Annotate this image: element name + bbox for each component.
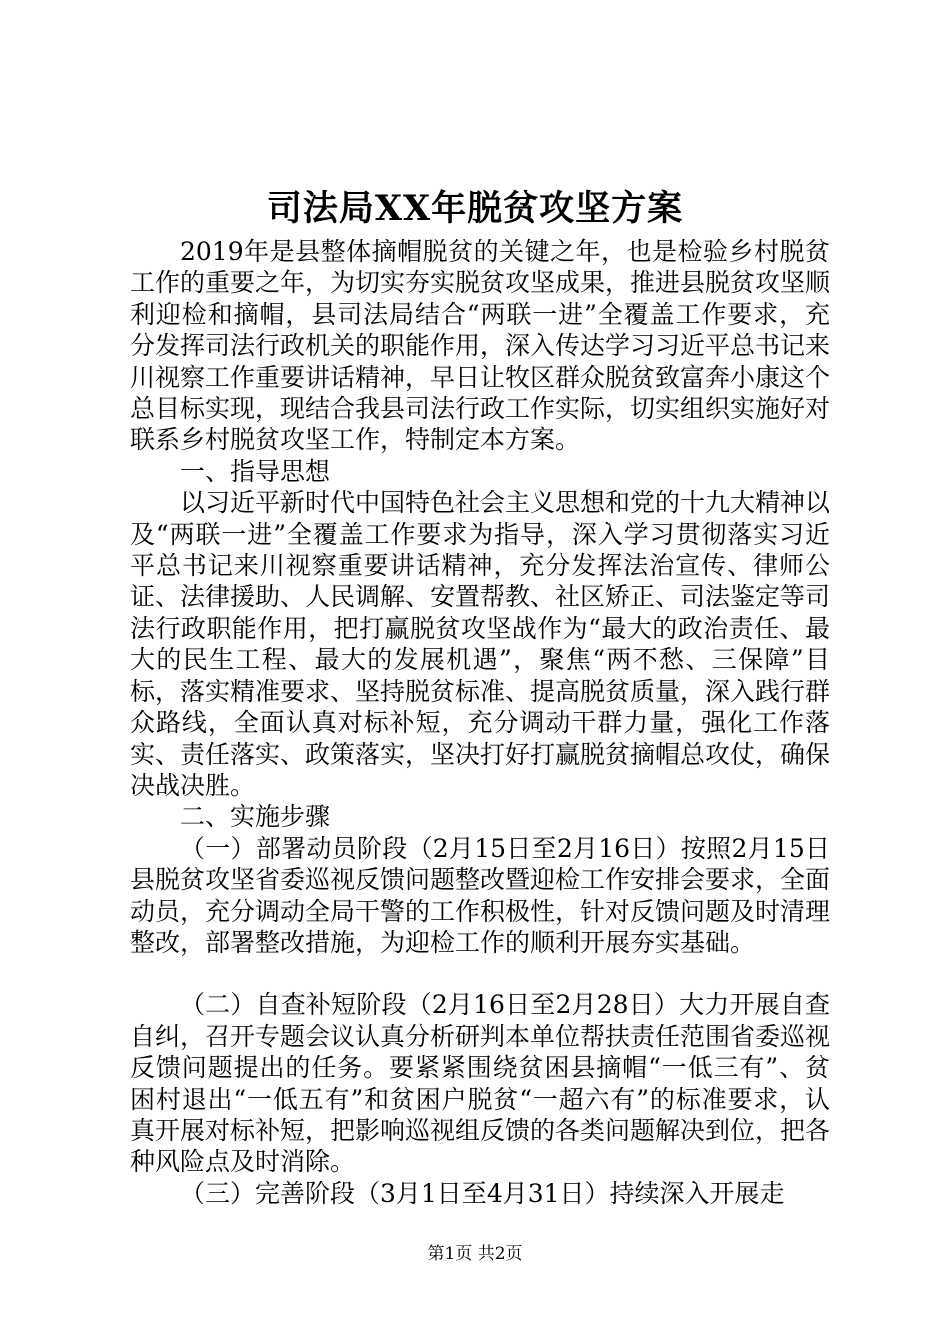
section-heading-guiding-ideology: 一、指导思想 [180, 456, 331, 486]
document-title: 司法局XX年脱贫攻坚方案 [266, 188, 684, 229]
paragraph-spacer [130, 958, 830, 989]
page-footer: 第1页 共2页 [427, 1244, 523, 1264]
section-heading-implementation-steps: 二、实施步骤 [180, 802, 331, 832]
intro-paragraph: 2019年是县整体摘帽脱贫的关键之年，也是检验乡村脱贫工作的重要之年，为切实夯实脱贫攻坚成果，推进县脱贫攻坚顺利迎检和摘帽，县司法局结合“两联一进”全覆盖工作要求，充分发挥司法行政机关的职能作用，深入传达学习习近平总书记来川视察工作重要讲话精神，早日让牧区群众脱贫致富奔小康这个总目标实现，现结合我县司法行政工作实际，切实组织实施好对联系乡村脱贫攻坚工作，特制定本方案。 [130, 237, 831, 455]
document-body [130, 236, 830, 1209]
step-improvement-paragraph: （三）完善阶段（3月1日至4月31日）持续深入开展走 [180, 1178, 785, 1208]
step-mobilization-paragraph: （一）部署动员阶段（2月15日至2月16日）按照2月15日县脱贫攻坚省委巡视反馈问题整改暨迎检工作安排会要求，全面动员，充分调动全局干警的工作积极性，针对反馈问题及时清理整改，部署整改措施，为迎检工作的顺利开展夯实基础。 [130, 833, 831, 957]
guiding-ideology-paragraph: 以习近平新时代中国特色社会主义思想和党的十九大精神以及“两联一进”全覆盖工作要求为指导，深入学习贯彻落实习近平总书记来川视察重要讲话精神，充分发挥法治宣传、律师公证、法律援助、人民调解、安置帮教、社区矫正、司法鉴定等司法行政职能作用，把打赢脱贫攻坚战作为“最大的政治责任、最大的民生工程、最大的发展机遇”，聚焦“两不愁、三保障”目标，落实精准要求、坚持脱贫标准、提高脱贫质量，深入践行群众路线，全面认真对标补短，充分调动干群力量，强化工作落实、责任落实、政策落实，坚决打好打赢脱贫摘帽总攻仗，确保决战决胜。 [130, 488, 831, 800]
step-self-check-paragraph: （二）自查补短阶段（2月16日至2月28日）大力开展自查自纠，召开专题会议认真分析研判本单位帮扶责任范围省委巡视反馈问题提出的任务。要紧紧围绕贫困县摘帽“一低三有”、贫困村退出“一低五有”和贫困户脱贫“一超六有”的标准要求，认真开展对标补短，把影响巡视组反馈的各类问题解决到位，把各种风险点及时消除。 [130, 990, 831, 1177]
